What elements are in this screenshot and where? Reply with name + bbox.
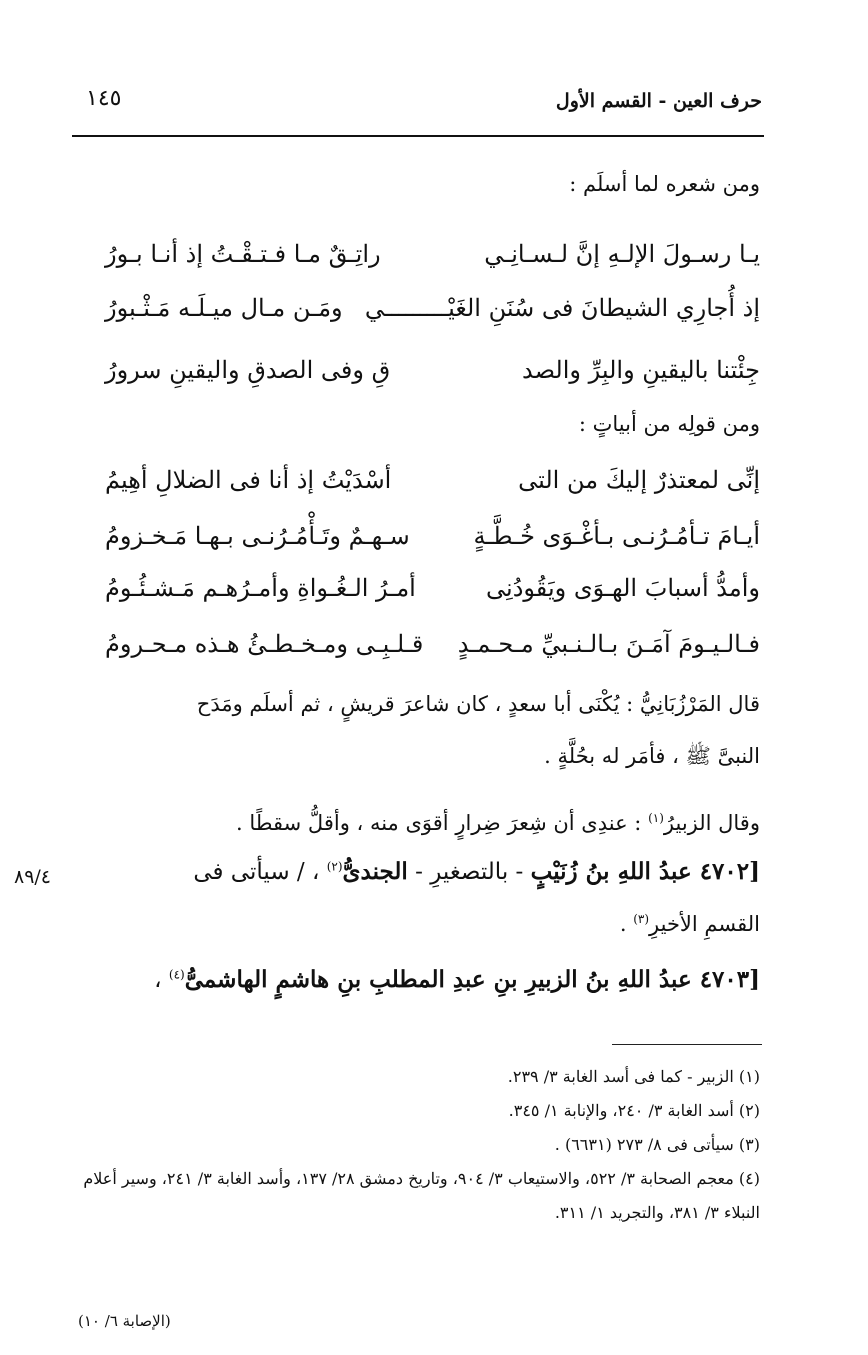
verse-hemistich-first: فـالـيـومَ آمَـنَ بـالـنـبيِّ مـحـمـدٍ xyxy=(457,630,760,658)
footnote-divider xyxy=(612,1044,762,1045)
footnote-marker: (١) xyxy=(648,811,664,825)
footnote-marker: (٢) xyxy=(326,859,343,874)
footnote: (٣) سيأتى فى ٨/ ٢٧٣ (٦٦٣١) . xyxy=(554,1135,760,1154)
quote-paragraph xyxy=(90,792,760,849)
source-reference: (الإصابة ٦/ ١٠) xyxy=(78,1312,171,1330)
paragraph-line: قال المَرْزُبَانِيُّ : يُكْنَى أبا سعدٍ ، كان شاعرَ قريشٍ ، ثم أسلَم ومَدَح xyxy=(196,692,760,716)
entry-name: عبدُ اللهِ بنُ زُنَيْبٍ xyxy=(530,858,700,885)
entry-number: [٤٧٠٢ xyxy=(699,858,760,885)
verse-hemistich-second: أمـرُ الـغُـواةِ وأمـرُهـم مَـشـئُـومُ xyxy=(105,574,416,602)
running-header xyxy=(86,82,762,122)
entry-note: القسمِ الأخيرِ xyxy=(649,912,760,936)
footnotes xyxy=(80,1060,760,1230)
verse-hemistich-second: قـلـبِـى ومـخـطـئُ هـذه مـحـرومُ xyxy=(105,630,424,658)
poem-verse xyxy=(105,356,760,396)
poem-verse xyxy=(105,630,760,670)
verse-hemistich-second: قِ وفى الصدقِ واليقينِ سرورُ xyxy=(105,356,391,384)
verse-hemistich-first: إنِّى لمعتذرٌ إليكَ من التى xyxy=(518,466,760,494)
entry-continuation xyxy=(620,912,760,936)
verse-hemistich-first: جِئْتنا باليقينِ والبِرِّ والصد xyxy=(522,356,760,384)
poem-intro: ومن قولِه من أبياتٍ : xyxy=(578,412,760,436)
verse-hemistich-second: ومَـن مـال ميـلَـه مَـثْـبورُ xyxy=(105,294,343,322)
footnote-marker: (٤) xyxy=(168,967,185,982)
entry-number: [٤٧٠٣ xyxy=(699,966,760,993)
poem-verse xyxy=(105,574,760,614)
entry-nisba: الجندىُّ xyxy=(342,858,408,885)
paragraph-text: : عندِى أن شِعرَ ضِرارٍ أقوَى منه ، وأقلُّ سقطًا . xyxy=(236,811,649,835)
verse-hemistich-first: يـا رسـولَ الإلـهِ إنَّ لـسـانِـي xyxy=(484,240,760,268)
header-divider xyxy=(72,135,764,137)
biography-paragraph xyxy=(90,678,760,782)
footnote: (١) الزبير - كما فى أسد الغابة ٣/ ٢٣٩. xyxy=(507,1067,760,1086)
entry-note: - بالتصغيرِ - xyxy=(407,859,531,885)
verse-hemistich-second: سـهـمٌ وتَـأْمُـرُنـى بـهـا مَـخـزومُ xyxy=(105,522,410,550)
poem-verse xyxy=(105,466,760,506)
verse-hemistich-first: وأمدُّ أسبابَ الهـوَى ويَقُودُنِى xyxy=(486,574,760,602)
chapter-title: حرف العين - القسم الأول xyxy=(555,90,762,112)
verse-hemistich-first: إذ أُجارِي الشيطانَ فى سُنَنِ الغَيْـــــــــي xyxy=(364,294,760,322)
poem-verse xyxy=(105,522,760,562)
entry-heading xyxy=(193,858,760,885)
verse-hemistich-second: أسْدَيْتُ إذ أنا فى الضلالِ أهِيمُ xyxy=(105,466,392,494)
footnote: (٢) أسد الغابة ٣/ ٢٤٠، والإنابة ١/ ٣٤٥. xyxy=(508,1101,760,1120)
footnote: (٤) معجم الصحابة ٣/ ٥٢٢، والاستيعاب ٣/ ٩٠٤، وتاريخ دمشق ٢٨/ ١٣٧، وأسد الغابة ٣/ ٢٤١، وسير أعلام النبلاء ٣/ ٣٨١، والتجريد ١/ ٣١١. xyxy=(83,1169,760,1222)
entry-note: ، xyxy=(154,967,169,993)
poem-verse xyxy=(105,294,760,334)
margin-reference: ٨٩/٤ xyxy=(14,866,52,888)
poem-intro: ومن شعره لما أسلَم : xyxy=(569,172,760,196)
entry-name: عبدُ اللهِ بنُ الزبيرِ بنِ عبدِ المطلبِ بنِ هاشمٍ الهاشمىُّ xyxy=(184,966,700,993)
poem-verse xyxy=(105,240,760,280)
paragraph-text: وقال الزبيرُ xyxy=(663,811,760,835)
paragraph-line: النبىَّ ﷺ ، فأمَر له بحُلَّةٍ . xyxy=(544,744,760,768)
footnote-marker: (٣) xyxy=(633,912,650,926)
entry-heading xyxy=(154,966,760,993)
entry-note: . xyxy=(619,912,634,936)
verse-hemistich-first: أيـامَ تـأمُـرُنـى بـأغْـوَى خُـطَّـةٍ xyxy=(473,522,760,550)
page-number: ١٤٥ xyxy=(86,86,122,111)
verse-hemistich-second: راتِـقٌ مـا فـتـقْـتُ إذ أنـا بـورُ xyxy=(105,240,381,268)
entry-note: ، / سيأتى فى xyxy=(193,859,327,885)
